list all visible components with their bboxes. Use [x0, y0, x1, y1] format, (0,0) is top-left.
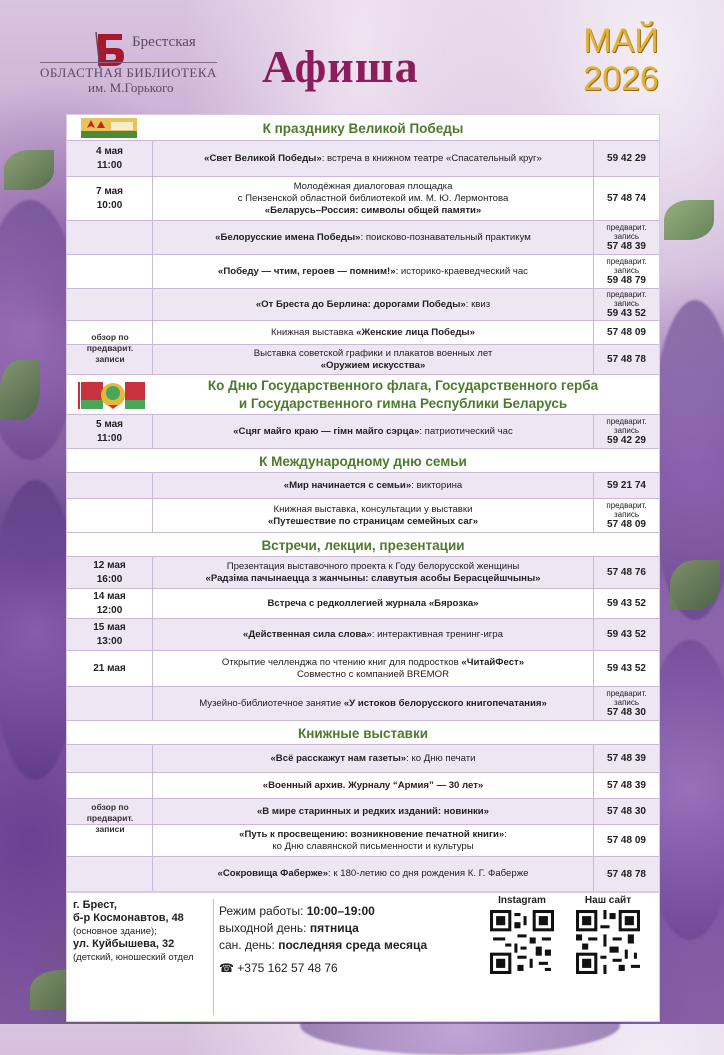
event-description: «Сцяг майго краю — гімн майго сэрца»: патриотический час [233, 425, 513, 437]
event-date [67, 687, 153, 720]
events-table [66, 114, 660, 892]
section-title: К Международному дню семьи [259, 454, 467, 469]
month-year [556, 22, 686, 98]
event-row [67, 473, 659, 499]
event-date: 12 мая 16:00 [67, 557, 153, 588]
event-phone: 59 43 52 [593, 619, 659, 650]
instagram-qr-block [487, 895, 557, 979]
event-description: «Военный архив. Журналу “Армия” — 30 лет» [262, 779, 484, 791]
event-date [67, 289, 153, 320]
section-title: Ко Дню Государственного флага, Государственного герба [207, 378, 599, 393]
day-off-label: выходной день: [219, 921, 310, 935]
section-header-family [67, 449, 659, 473]
event-phone: 57 48 09 [593, 825, 659, 856]
event-description: «Всё расскажут нам газеты»: ко Дню печати [270, 752, 476, 764]
footer-divider [213, 899, 214, 1015]
phone-block [219, 961, 338, 975]
address-main: б-р Космонавтов, 48 [73, 912, 184, 924]
event-description: Открытие челленджа по чтению книг для подростков «ЧитайФест» Совместно с компанией BREMOR [221, 656, 525, 680]
website-qr-code-icon[interactable] [576, 910, 640, 974]
event-date: 21 мая [67, 651, 153, 686]
event-phone: 59 43 52 [593, 651, 659, 686]
event-phone: предварит. запись 59 43 52 [593, 289, 659, 320]
section-title: К празднику Великой Победы [262, 121, 464, 136]
hours-label: Режим работы: [219, 904, 307, 918]
website-qr-block [573, 895, 643, 979]
event-phone: 57 48 30 [593, 799, 659, 824]
year-label: 2026 [583, 60, 659, 98]
event-date: 5 мая 11:00 [67, 415, 153, 448]
event-row [67, 773, 659, 799]
event-phone: 57 48 78 [593, 345, 659, 374]
belarus-flag-emblem-icon [77, 378, 145, 412]
event-phone: 57 48 74 [593, 177, 659, 220]
event-row [67, 557, 659, 589]
event-row [67, 141, 659, 177]
event-phone: 57 48 39 [593, 773, 659, 798]
instagram-qr-code-icon[interactable] [490, 910, 554, 974]
event-row [67, 687, 659, 721]
section-title: Книжные выставки [297, 726, 429, 741]
address-branch-note: (детский, юношеский отдел [73, 952, 194, 963]
event-description: «Действенная сила слова»: интерактивная тренинг-игра [243, 628, 503, 640]
event-row [67, 177, 659, 221]
event-date: 14 мая 12:00 [67, 589, 153, 618]
logo-sub-text: им. М.Горького [88, 80, 174, 95]
event-row [67, 619, 659, 651]
event-phone: предварит. запись 57 48 09 [593, 499, 659, 532]
event-row [67, 799, 659, 825]
event-description: Музейно-библиотечное занятие «У истоков белорусского книгопечатания» [199, 697, 547, 709]
month-label: МАЙ [583, 22, 659, 60]
event-phone: предварит. запись 57 48 39 [593, 221, 659, 254]
website-label: Наш сайт [584, 895, 632, 906]
event-description: Книжная выставка «Женские лица Победы» [271, 326, 475, 338]
leaf-decoration [664, 200, 714, 240]
review-note: обзор по предварит. записи [86, 801, 134, 834]
event-row [67, 857, 659, 891]
event-date [67, 255, 153, 288]
hours-value: 10:00–19:00 [306, 904, 375, 918]
event-description: Презентация выставочного проекта к Году белорусской женщины «Радзіма пачынаецца з жанчыны: славутыя асобы Берасцейшчыны» [205, 560, 541, 584]
review-note: обзор по предварит. записи [86, 331, 134, 364]
logo-city-text: Брестская [132, 34, 196, 50]
section-header-victory [67, 115, 659, 141]
phone-number: +375 162 57 48 76 [237, 961, 338, 975]
event-phone: 57 48 09 [593, 321, 659, 344]
library-logo [40, 30, 230, 100]
event-date [67, 221, 153, 254]
page-title: Афиша [262, 41, 419, 92]
event-description: «От Бреста до Берлина: дорогами Победы»: квиз [255, 298, 491, 310]
event-phone: предварит. запись 59 42 29 [593, 415, 659, 448]
sanitary-day-value: последняя среда месяца [278, 938, 428, 952]
section-title-line2: и Государственного гимна Республики Беларусь [238, 396, 568, 411]
sanitary-day-label: сан. день: [219, 938, 279, 952]
leaf-decoration [0, 360, 40, 420]
event-row [67, 321, 659, 345]
event-description: «В мире старинных и редких изданий: новинки» [256, 805, 490, 817]
instagram-label: Instagram [498, 895, 546, 906]
event-phone: 59 43 52 [593, 589, 659, 618]
section-header-flag [67, 375, 659, 415]
event-row [67, 651, 659, 687]
event-row [67, 289, 659, 321]
event-description: Книжная выставка, консультации у выставки «Путешествие по страницам семейных саг» [267, 503, 479, 527]
event-phone: 59 42 29 [593, 141, 659, 176]
event-phone: 59 21 74 [593, 473, 659, 498]
event-date: 15 мая 13:00 [67, 619, 153, 650]
address-block [73, 899, 223, 964]
section-header-meetings [67, 533, 659, 557]
section-header-books [67, 721, 659, 745]
day-off-value: пятница [309, 921, 359, 935]
event-date: 7 мая 10:00 [67, 177, 153, 220]
leaf-decoration [670, 560, 720, 610]
event-description: Встреча с редколлегией журнала «Бярозка» [267, 597, 479, 609]
event-description: Молодёжная диалоговая площадка с Пензенской областной библиотекой им. М. Ю. Лермонтова «Беларусь–Россия: символы общей памяти» [237, 180, 509, 216]
city: г. Брест, [73, 899, 117, 911]
event-phone: 57 48 76 [593, 557, 659, 588]
event-row [67, 499, 659, 533]
event-row [67, 589, 659, 619]
leaf-decoration [4, 150, 54, 190]
event-row [67, 745, 659, 773]
event-row [67, 255, 659, 289]
event-description: «Белорусские имена Победы»: поисково-познавательный практикум [215, 231, 531, 243]
event-description: «Сокровища Фаберже»: к 180-летию со дня рождения К. Г. Фаберже [217, 868, 529, 879]
event-date [67, 499, 153, 532]
event-phone: предварит. запись 59 48 79 [593, 255, 659, 288]
event-description: Выставка советской графики и плакатов военных лет «Оружием искусства» [253, 347, 493, 371]
event-row [67, 825, 659, 857]
event-phone: 57 48 39 [593, 745, 659, 772]
event-description: «Путь к просвещению: возникновение печатной книги»: ко Дню славянской письменности и культуры [239, 828, 507, 852]
address-branch: ул. Куйбышева, 32 [73, 938, 175, 950]
phone-icon: ☎ [219, 961, 234, 975]
address-main-note: (основное здание); [73, 926, 157, 937]
logo-name-text: ОБЛАСТНАЯ БИБЛИОТЕКА [40, 62, 217, 81]
contact-footer [66, 892, 660, 1022]
section-title: Встречи, лекции, презентации [261, 538, 465, 553]
event-row [67, 415, 659, 449]
event-phone: предварит. запись 57 48 30 [593, 687, 659, 720]
event-row [67, 221, 659, 255]
event-phone: 57 48 78 [593, 857, 659, 891]
event-date: 4 мая 11:00 [67, 141, 153, 176]
event-description: «Мир начинается с семьи»: викторина [283, 479, 463, 491]
event-description: «Победу — чтим, героев — помним!»: историко-краеведческий час [218, 265, 528, 277]
event-date [67, 473, 153, 498]
event-description: «Свет Великой Победы»: встреча в книжном театре «Спасательный круг» [204, 152, 542, 164]
event-row [67, 345, 659, 375]
hours-block [219, 903, 427, 954]
